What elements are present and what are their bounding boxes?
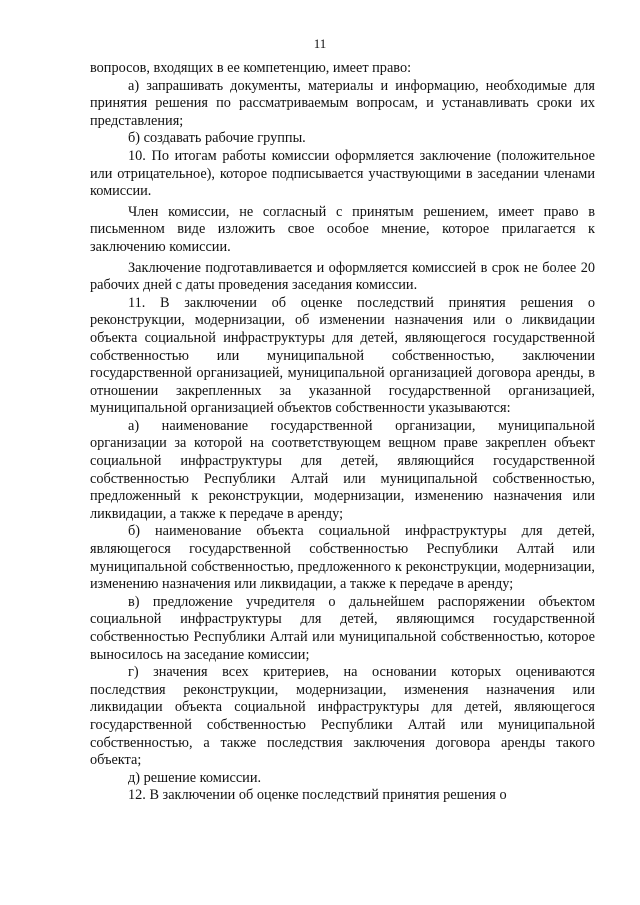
paragraph-item-v: в) предложение учредителя о дальнейшем распоряжении объектом социальной инфраструктуры для детей, являющимся государственной собственностью Республики Алтай или муниципальной собственностью, которое выносилось на заседание комиссии; — [90, 593, 595, 663]
paragraph-item-a: а) наименование государственной организации, муниципальной организации за которой на соответствующем вещном праве закреплен объект социальной инфраструктуры для детей, являющийся государственной собственностью Республики Алтай или муниципальной собственностью, предложенный к реконструкции, модернизации, изменению назначения или ликвидации, а также к передаче в аренду; — [90, 417, 595, 522]
paragraph-item-g: г) значения всех критериев, на основании которых оцениваются последствия реконструкции, модернизации, изменения назначения или ликвидации объекта социальной инфраструктуры для детей, являющегося государственной собственностью Республики Алтай или муниципальной собственностью, а также последствия заключения договора аренды такого объекта; — [90, 664, 595, 769]
paragraph-dissent: Член комиссии, не согласный с принятым решением, имеет право в письменном виде изложить свое особое мнение, которое прилагается к заключению комиссии. — [90, 203, 595, 255]
paragraph-clause-12: 12. В заключении об оценке последствий принятия решения о — [128, 787, 507, 804]
page-number: 11 — [313, 36, 327, 51]
paragraph-item-a: а) запрашивать документы, материалы и информацию, необходимые для принятия решения по рассматриваемым вопросам, и устанавливать сроки их представления; — [90, 77, 595, 129]
paragraph-clause-10: 10. По итогам работы комиссии оформляется заключение (положительное или отрицательное), которое подписывается участвующими в заседании членами комиссии. — [90, 147, 595, 200]
paragraph-item-d: д) решение комиссии. — [128, 769, 262, 786]
paragraph-clause-11: 11. В заключении об оценке последствий принятия решения о реконструкции, модернизации, об изменении назначения или о ликвидации объекта социальной инфраструктуры для детей, являющегося государственной собственностью или муниципальной собственностью, заключении государственной организацией, муниципальной организацией договора аренды, в отношении закрепленных за указанной государственной организацией, муниципальной организацией объектов собственности указываются: — [90, 294, 595, 417]
document-body — [90, 60, 595, 805]
paragraph-item-b: б) создавать рабочие группы. — [128, 130, 306, 147]
paragraph-item-b: б) наименование объекта социальной инфраструктуры для детей, являющегося государственной собственностью Республики Алтай или муниципальной собственностью, предложенного к реконструкции, модернизации, изменению назначения или ликвидации, а также к передаче в аренду; — [90, 523, 595, 593]
paragraph-continuation: вопросов, входящих в ее компетенцию, имеет право: — [90, 60, 412, 76]
paragraph-deadline: Заключение подготавливается и оформляется комиссией в срок не более 20 рабочих дней с даты проведения заседания комиссии. — [90, 259, 595, 294]
